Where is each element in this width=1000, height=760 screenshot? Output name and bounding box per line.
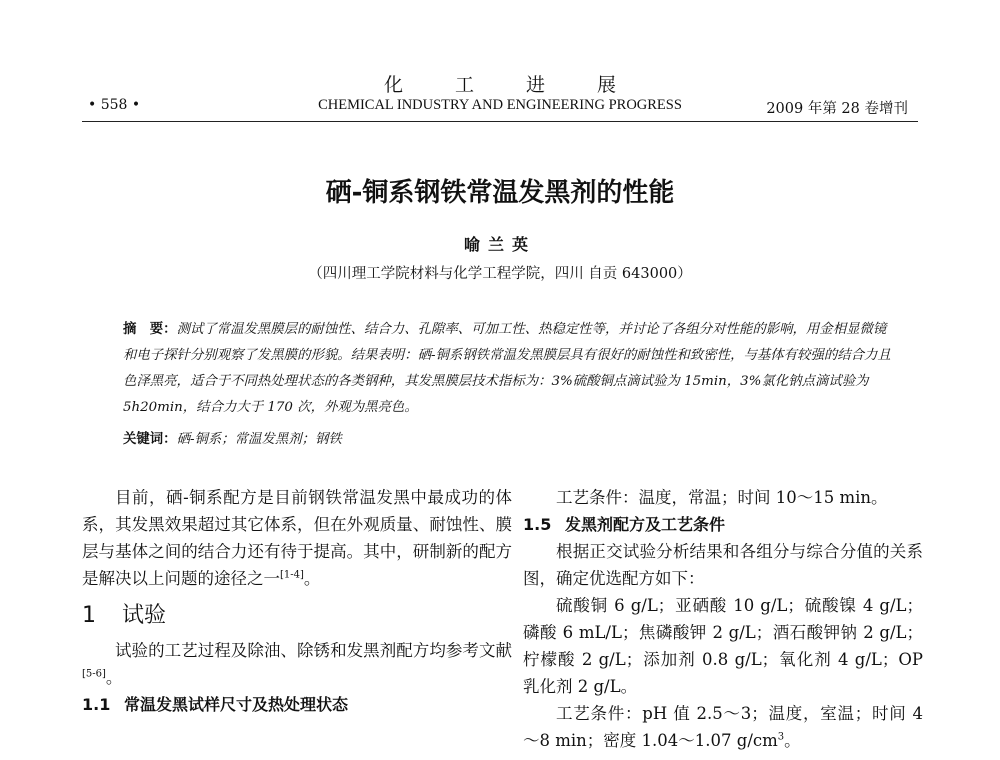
journal-char: 进 xyxy=(526,74,546,96)
keywords xyxy=(123,428,899,447)
process-conditions-paragraph xyxy=(523,700,923,754)
abstract-label: 摘 要： xyxy=(123,321,177,337)
orthogonal-paragraph: 根据正交试验分析结果和各组分与综合分值的关系图，确定优选配方如下： xyxy=(523,542,923,588)
subsection-title: 发黑剂配方及工艺条件 xyxy=(565,515,726,534)
right-column xyxy=(523,484,923,754)
section-text: 试验的工艺过程及除油、除锈和发黑剂配方均参考文献 xyxy=(115,641,512,660)
journal-char: 展 xyxy=(597,74,617,96)
journal-char: 工 xyxy=(454,74,474,96)
section-number: 1 xyxy=(82,603,96,628)
abstract xyxy=(123,316,899,421)
subsection-heading-1-5 xyxy=(523,511,923,538)
subsection-number: 1.1 xyxy=(82,695,111,714)
author-name: 喻兰英 xyxy=(463,235,536,254)
article-title: 硒-铜系钢铁常温发黑剂的性能 xyxy=(325,178,675,208)
subsection-heading xyxy=(82,691,512,718)
recipe-paragraph: 硫酸铜 6 g/L；亚硒酸 10 g/L；硫酸镍 4 g/L；磷酸 6 mL/L；焦磷酸钾 2 g/L；酒石酸钾钠 2 g/L；柠檬酸 2 g/L；添加剂 0.8 g/L；氧化剂 4 g/L；OP 乳化剂 2 g/L。 xyxy=(523,596,923,696)
section-paragraph xyxy=(82,637,512,691)
header-rule xyxy=(82,121,918,122)
subsection-title: 常温发黑试样尺寸及热处理状态 xyxy=(124,695,349,714)
intro-end: 。 xyxy=(303,569,321,588)
author-affiliation: （四川理工学院材料与化学工程学院，四川 自贡 643000） xyxy=(308,266,692,282)
section-end: 。 xyxy=(105,668,123,687)
section-heading xyxy=(82,602,512,629)
keywords-label: 关键词： xyxy=(123,431,177,447)
keywords-text: 硒-铜系；常温发黑剂；钢铁 xyxy=(176,432,342,447)
journal-name-en: CHEMICAL INDUSTRY AND ENGINEERING PROGRESS xyxy=(318,97,682,113)
journal-char: 化 xyxy=(383,74,403,96)
process2-end: 。 xyxy=(784,731,801,750)
subsection-number: 1.5 xyxy=(523,515,552,534)
issue-info: 2009 年第 28 卷增刊 xyxy=(766,101,908,117)
abstract-text: 测试了常温发黑膜层的耐蚀性、结合力、孔隙率、可加工性、热稳定性等，并讨论了各组分对性能的影响，用金相显微镜和电子探针分别观察了发黑膜的形貌。结果表明：硒-铜系钢铁常温发黑膜层具有很好的耐蚀性和致密性，与基体有较强的结合力且色泽黑亮，适合于不同热处理状态的各类钢种，其发黑膜层技术指标为：3%硫酸铜点滴试验为 15min，3%氯化钠点滴试验为 5h20min，结合力大于 170 次，外观为黑亮色。 xyxy=(123,322,891,415)
intro-citation: [1-4] xyxy=(280,569,304,581)
process2-text: 工艺条件：pH 值 2.5～3；温度，室温；时间 4～8 min；密度 1.04～1.07 g/cm xyxy=(523,704,923,750)
page-number: • 558 • xyxy=(88,97,141,113)
process2-sup: 3 xyxy=(777,731,785,743)
section-citation: [5-6] xyxy=(82,668,106,680)
process-line: 工艺条件：温度，常温；时间 10～15 min。 xyxy=(556,488,888,507)
left-column xyxy=(82,484,512,718)
intro-text: 目前，硒-铜系配方是目前钢铁常温发黑中最成功的体系，其发黑效果超过其它体系，但在外观质量、耐蚀性、膜层与基体之间的结合力还有待于提高。其中，研制新的配方是解决以上问题的途径之一 xyxy=(82,488,512,588)
journal-name-cn xyxy=(0,70,1000,97)
section-title: 试验 xyxy=(122,603,167,628)
intro-paragraph xyxy=(82,484,512,592)
